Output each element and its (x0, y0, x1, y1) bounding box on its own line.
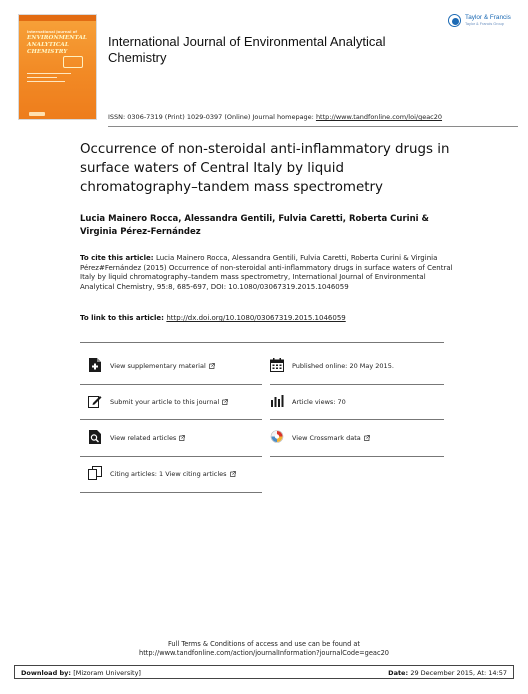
published-date: Published online: 20 May 2015. (292, 362, 394, 370)
terms-line: Full Terms & Conditions of access and use can be found at (167, 640, 361, 648)
supplementary-label: View supplementary material (110, 362, 206, 370)
row-rule (270, 419, 444, 420)
header-divider (108, 126, 518, 127)
row-rule (80, 492, 262, 493)
citing-label: Citing articles: 1 View citing articles (110, 470, 227, 478)
external-link-icon (209, 363, 215, 369)
publisher-subtitle: Taylor & Francis Group (465, 22, 504, 26)
related-search-icon (88, 430, 102, 444)
citation-label: To cite this article: (80, 254, 156, 262)
terms-url[interactable]: http://www.tandfonline.com/action/journalInformation?journalCode=geac20 (139, 649, 389, 657)
article-link-line (80, 314, 346, 322)
downloaded-by: Download by: [Mizoram University] (21, 669, 141, 677)
publisher-logo[interactable] (448, 14, 520, 30)
article-authors: Lucia Mainero Rocca, Alessandra Gentili, Fulvia Caretti, Roberta Curini & Virginia Pérez-Fernández (80, 214, 429, 237)
crossmark-icon (270, 430, 284, 444)
citation-block (80, 254, 455, 292)
related-label: View related articles (110, 434, 177, 442)
actions-top-rule (80, 342, 444, 343)
journal-title: International Journal of Environmental Analytical Chemistry (108, 34, 386, 65)
row-rule (270, 456, 444, 457)
download-info-bar (14, 665, 514, 679)
doi-link[interactable]: http://dx.doi.org/10.1080/03067319.2015.1046059 (166, 314, 346, 322)
cover-prefix: International Journal of (27, 29, 78, 34)
cover-title: ENVIRONMENTAL ANALYTICAL CHEMISTRY (27, 35, 87, 55)
row-rule (80, 384, 262, 385)
article-title: Occurrence of non-steroidal anti-inflammatory drugs in surface waters of Central Italy by liquid chromatography–tandem mass spectrometry (80, 142, 450, 195)
copy-documents-icon (88, 466, 102, 480)
journal-homepage-link[interactable]: http://www.tandfonline.com/loi/geac20 (315, 113, 443, 121)
crossmark-label: View Crossmark data (292, 434, 361, 442)
link-label: To link to this article: (80, 314, 167, 322)
publisher-name: Taylor & Francis (465, 14, 511, 21)
publisher-logo-icon (448, 14, 461, 27)
row-rule (270, 384, 444, 385)
issn-text: ISSN: 0306-7319 (Print) 1029-0397 (Online) Journal homepage: (108, 113, 316, 121)
file-plus-icon (88, 358, 102, 372)
terms-note (0, 640, 528, 658)
journal-cover-image (18, 14, 97, 120)
citation-text: Lucia Mainero Rocca, Alessandra Gentili, Fulvia Caretti, Roberta Curini & Virginia Pérez#Fernández (2015) Occurrence of non-steroidal anti-inflammatory drugs in surface waters of Central Italy by liquid chromatography–tandem mass spectrometry, International Journal of Environmental Analytical Chemistry, 95:8, 685-697, DOI: 10.1080/03067319.2015.1046059 (80, 254, 453, 291)
calendar-icon (270, 358, 284, 372)
submit-label: Submit your article to this journal (110, 398, 220, 406)
external-link-icon (364, 435, 370, 441)
bar-chart-icon (270, 394, 284, 408)
row-rule (80, 419, 262, 420)
issn-line (108, 113, 442, 121)
external-link-icon (230, 471, 236, 477)
external-link-icon (222, 399, 228, 405)
external-link-icon (179, 435, 185, 441)
row-rule (80, 456, 262, 457)
download-date: Date: 29 December 2015, At: 14:57 (388, 669, 507, 677)
edit-icon (88, 394, 102, 408)
views-count: Article views: 70 (292, 398, 346, 406)
